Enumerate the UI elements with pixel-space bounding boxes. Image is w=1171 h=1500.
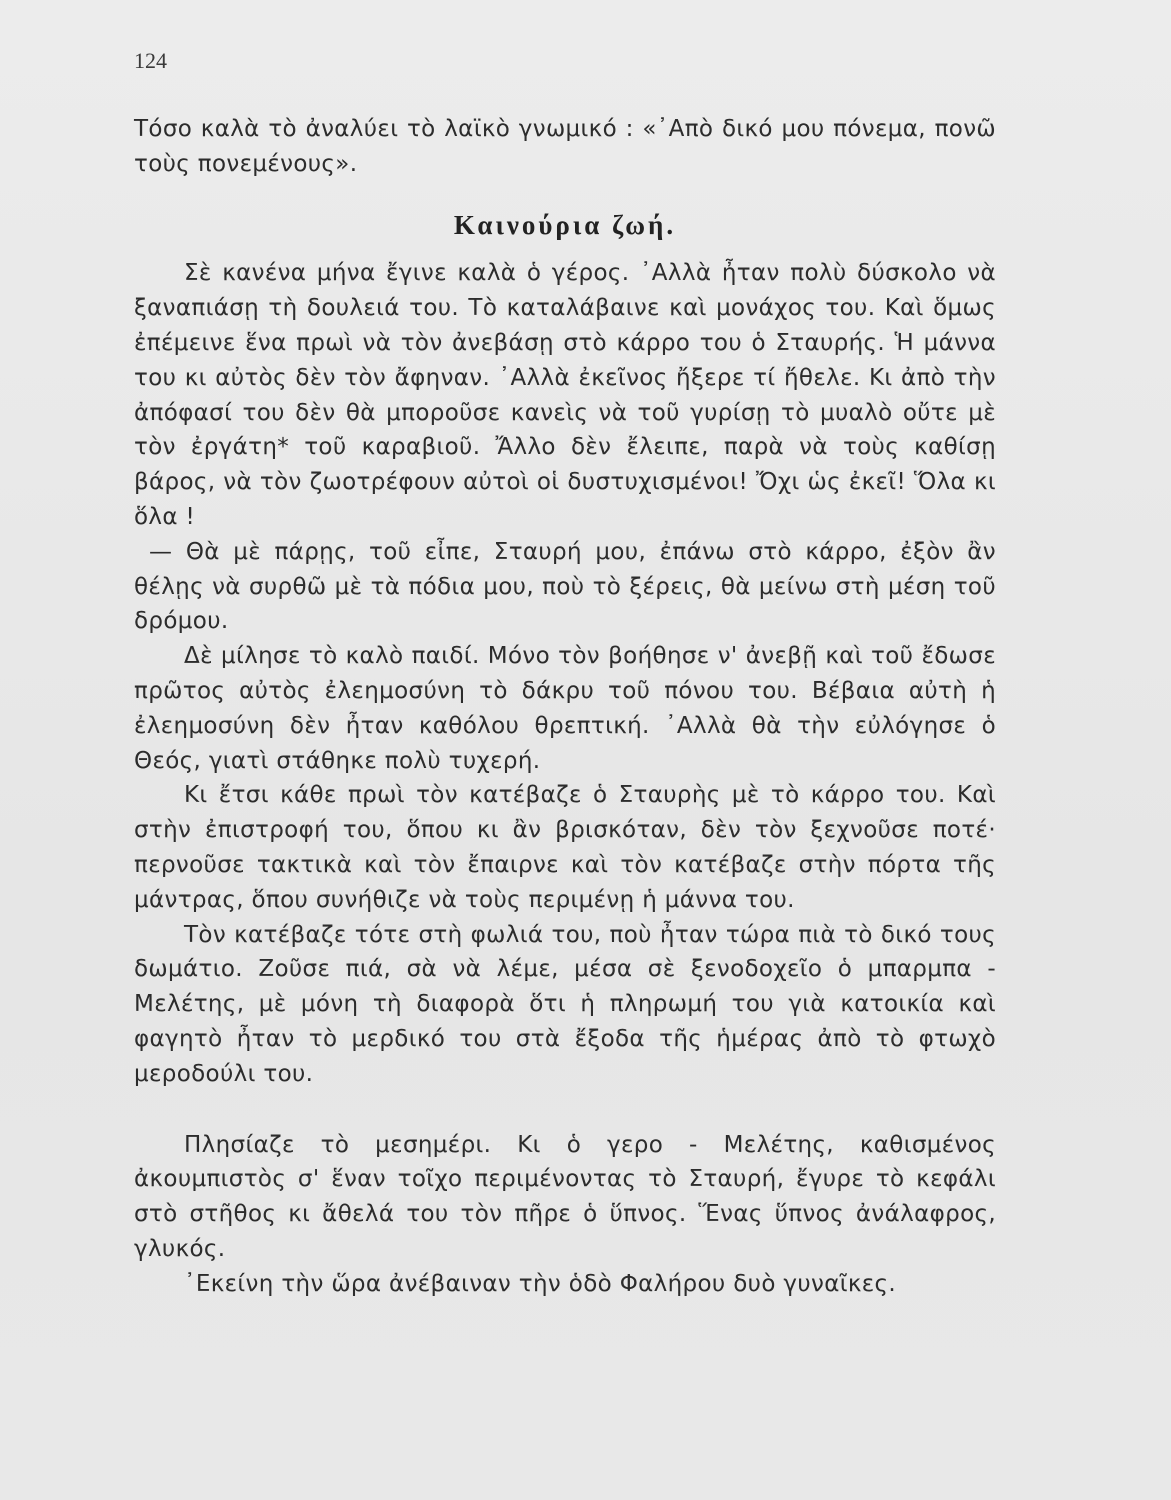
opening-paragraph: Τόσο καλὰ τὸ ἀναλύει τὸ λαϊκὸ γνωμικό : «᾿Απὸ δικό μου πόνεμα, πονῶ τοὺς πονεμένους». (134, 116, 996, 177)
paragraph-routine: Κι ἔτσι κάθε πρωὶ τὸν κατέβαζε ὁ Σταυρὴς μὲ τὸ κάρρο του. Καὶ στὴν ἐπιστροφή του, ὅπου κι ἂν βρισκόταν, δὲν τὸν ξεχνοῦσε ποτέ· περνοῦσε τακτικὰ καὶ τὸν ἔπαιρνε καὶ τὸν κατέβαζε στὴν πόρτα τῆς μάντρας, ὅπου συνήθιζε νὰ τοὺς περιμένῃ ἡ μάννα του. (134, 782, 996, 913)
section-title: Καινούρια ζωή. (453, 209, 677, 240)
body-text (134, 112, 996, 1302)
page-number: 124 (134, 48, 167, 73)
paragraph-women: ᾿Εκείνη τὴν ὥρα ἀνέβαιναν τὴν ὁδὸ Φαλήρου δυὸ γυναῖκες. (184, 1270, 897, 1297)
paragraph-help: Δὲ μίλησε τὸ καλὸ παιδί. Μόνο τὸν βοήθησε ν' ἀνεβῇ καὶ τοῦ ἔδωσε πρῶτος αὐτὸς ἐλεημοσύνη τὸ δάκρυ τοῦ πόνου του. Βέβαια αὐτὴ ἡ ἐλεημοσύνη δὲν ἦταν καθόλου θρεπτική. ᾿Αλλὰ θὰ τὴν εὐλόγησε ὁ Θεός, γιατὶ στάθηκε πολὺ τυχερή. (134, 643, 996, 774)
paragraph-noon: Πλησίαζε τὸ μεσημέρι. Κι ὁ γερο - Μελέτης, καθισμένος ἀκουμπιστὸς σ' ἕναν τοῖχο περιμένοντας τὸ Σταυρή, ἔγυρε τὸ κεφάλι στὸ στῆθος κι ἄθελά του τὸν πῆρε ὁ ὕπνος. Ἕνας ὕπνος ἀνάλαφρος, γλυκός. (134, 1131, 996, 1262)
paragraph-recovery: Σὲ κανένα μήνα ἔγινε καλὰ ὁ γέρος. ᾿Αλλὰ ἦταν πολὺ δύσκολο νὰ ξαναπιάσῃ τὴ δουλειά του. Τὸ καταλάβαινε καὶ μονάχος του. Καὶ ὅμως ἐπέμεινε ἕνα πρωὶ νὰ τὸν ἀνεβάσῃ στὸ κάρρο του ὁ Σταυρής. Ἡ μάννα του κι αὐτὸς δὲν τὸν ἄφηναν. ᾿Αλλὰ ἐκεῖνος ἤξερε τί ἤθελε. Κι ἀπὸ τὴν ἀπόφασί του δὲν θὰ μποροῦσε κανεὶς νὰ τοῦ γυρίσῃ τὸ μυαλὸ οὔτε μὲ τὸν ἐργάτη* τοῦ καραβιοῦ. Ἄλλο δὲν ἔλειπε, παρὰ νὰ τοὺς καθίσῃ βάρος, νὰ τὸν ζωοτρέφουν αὐτοὶ οἱ δυστυχισμένοι! Ὄχι ὡς ἐκεῖ! Ὅλα κι ὅλα ! (134, 260, 996, 530)
paragraph-dialogue: — Θὰ μὲ πάρῃς, τοῦ εἶπε, Σταυρή μου, ἐπάνω στὸ κάρρο, ἐξὸν ἂν θέλῃς νὰ συρθῶ μὲ τὰ πόδια μου, ποὺ τὸ ξέρεις, θὰ μείνω στὴ μέση τοῦ δρόμου. (134, 538, 996, 635)
paragraph-room: Τὸν κατέβαζε τότε στὴ φωλιά του, ποὺ ἦταν τώρα πιὰ τὸ δικό τους δωμάτιο. Ζοῦσε πιά, σὰ νὰ λέμε, μέσα σὲ ξενοδοχεῖο ὁ μπαρμπα - Μελέτης, μὲ μόνη τὴ διαφορὰ ὅτι ἡ πληρωμή του γιὰ κατοικία καὶ φαγητὸ ἦταν τὸ μερδικό του στὰ ἔξοδα τῆς ἡμέρας ἀπὸ τὸ φτωχὸ μεροδούλι του. (134, 921, 996, 1087)
